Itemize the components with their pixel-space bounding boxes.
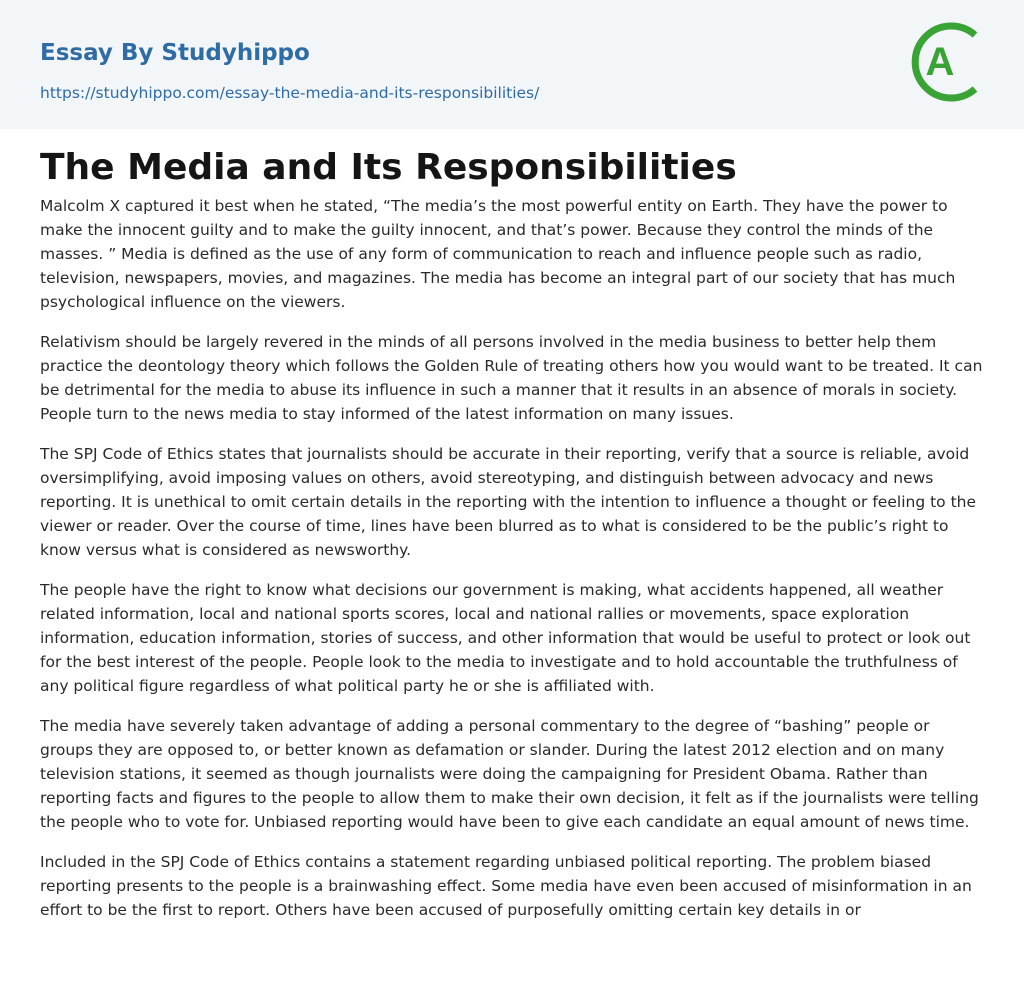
essay-paragraph: The SPJ Code of Ethics states that journalists should be accurate in their reporting, verify that a source is reliable, avoid oversimplifying, avoid imposing values on others, avoid stereotyping, and distinguish between advocacy and news reporting. It is unethical to omit certain details in the reporting with the intention to influence a thought or feeling to the viewer or reader. Over the course of time, lines have been blurred as to what is considered to be the public’s right to know versus what is considered as newsworthy. bbox=[40, 445, 977, 559]
essay-body bbox=[40, 194, 984, 954]
essay-paragraph: The people have the right to know what decisions our government is making, what accidents happened, all weather related information, local and national sports scores, local and national rallies or movements, space exploration information, education information, stories of success, and other information that would be useful to protect or look out for the best interest of the people. People look to the media to investigate and to hold accountable the truthfulness of any political figure regardless of what political party he or she is affiliated with. bbox=[40, 581, 971, 695]
studyhippo-logo-icon[interactable] bbox=[911, 19, 987, 105]
essay-paragraph: Relativism should be largely revered in the minds of all persons involved in the media business to better help them practice the deontology theory which follows the Golden Rule of treating others how you would want to be treated. It can be detrimental for the media to abuse its influence in such a manner that it results in an absence of morals in society. People turn to the news media to stay informed of the latest information on many issues. bbox=[40, 333, 983, 423]
essay-title: The Media and Its Responsibilities bbox=[40, 147, 737, 188]
essay-paragraph: Malcolm X captured it best when he stated, “The media’s the most powerful entity on Earth. They have the power to make the innocent guilty and to make the guilty innocent, and that’s power. Because they control the minds of the masses. ” Media is defined as the use of any form of communication to reach and influence people such as radio, television, newspapers, movies, and magazines. The media has become an integral part of our society that has much psychological influence on the viewers. bbox=[40, 197, 956, 311]
logo-letter: A bbox=[925, 40, 955, 84]
brand-title: Essay By Studyhippo bbox=[40, 40, 310, 66]
essay-url-link[interactable]: https://studyhippo.com/essay-the-media-and-its-responsibilities/ bbox=[40, 84, 540, 102]
site-header bbox=[0, 0, 1024, 129]
essay-paragraph: The media have severely taken advantage of adding a personal commentary to the degree of “bashing” people or groups they are opposed to, or better known as defamation or slander. During the latest 2012 election and on many television stations, it seemed as though journalists were doing the campaigning for President Obama. Rather than reporting facts and figures to the people to allow them to make their own decision, it felt as if the journalists were telling the people who to vote for. Unbiased reporting would have been to give each candidate an equal amount of news time. bbox=[40, 717, 979, 831]
essay-paragraph: Included in the SPJ Code of Ethics contains a statement regarding unbiased political reporting. The problem biased reporting presents to the people is a brainwashing effect. Some media have even been accused of misinformation in an effort to be the first to report. Others have been accused of purposefully omitting certain key details in or bbox=[40, 853, 972, 919]
